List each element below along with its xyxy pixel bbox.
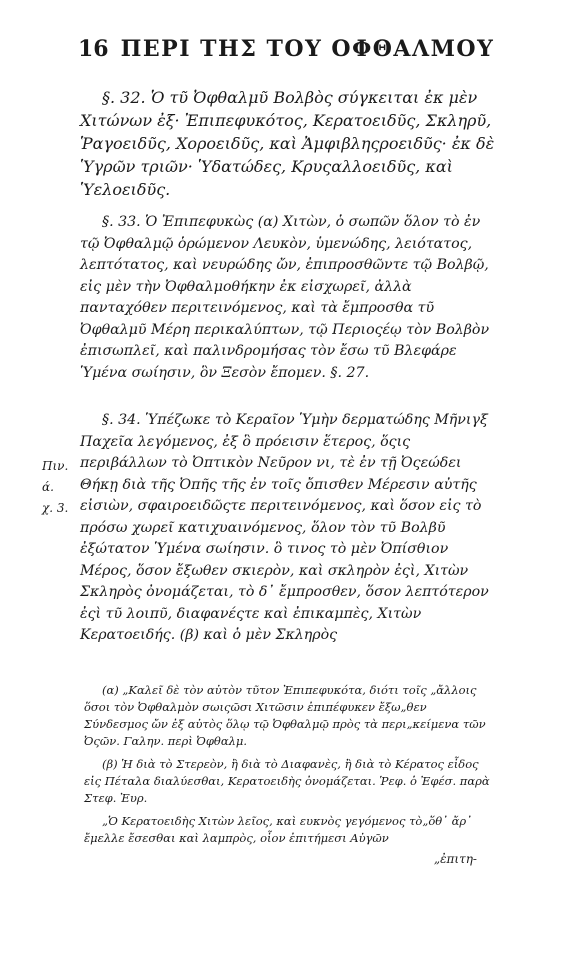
section-32-text: §. 32. Ὁ τῦ Ὀφθαλμῦ Βολβὸς σύγκειται ἐκ μὲν Χιτώνων ἐξ· Ἐπιπεφυκότος, Κερατοειδῦς, Σκληρῦ, Ῥαγοειδῦς, Χοροειδῦς, καὶ Ἀμφιβληςροειδῦς· ἐκ δὲ Ὑγρῶν τριῶν· Ὑδατώδες, Κρυςαλλοειδῦς, καὶ Ὑελοειδῦς. (80, 88, 495, 199)
margin-note (42, 456, 78, 519)
section-34-text: §. 34. Ὑπέζωκε τὸ Κεραῖον Ὑμὴν δερματώδης Μῆνιγξ Παχεῖα λεγόμενος, ἐξ ὃ πρόεισιν ἕτερος, ὅςις περιβάλλων τὸ Ὀπτικὸν Νεῦρον νι, τὲ ἐν τῇ Ὀςεώδει Θήκῃ διὰ τῆς Ὀπῆς τῆς ἐν τοῖς ὄπισθεν Μέρεσιν αὐτῆς εἰσιὼν, σφαιροειδῶςτε περιτεινόμενος, καὶ ὅσον εἰς τὸ πρόσω χωρεῖ κατιχυαινόμενος, ὅλον τὸν τῦ Βολβῦ ἐξώτατον Ὑμένα σωίησιν. ὃ τινος τὸ μὲν Ὀπίσθιον Μέρος, ὅσον ἔξωθεν σκιερὸν, καὶ σκληρὸν ἐςὶ, Χιτὼν Σκληρὸς ὀνομάζεται, τὸ δ᾽ ἔμπροσθεν, ὅσον λεπτότερον ἐςὶ τῦ λοιπῦ, διαφανέςτε καὶ ἐπικαμπὲς, Χιτὼν Κερατοειδής. (β) καὶ ὁ μὲν Σκληρὸς (80, 412, 489, 643)
footnotes (84, 682, 494, 853)
margin-note-line-2: χ. 3. (42, 501, 69, 515)
section-33-text: §. 33. Ὁ Ἐπιπεφυκὼς (α) Χιτὼν, ὁ σωπῶν ὅλον τὸ ἐν τῷ Ὀφθαλμῷ ὁρώμενον Λευκὸν, ὑμενώδης, λειότατος, λεπτότατος, καὶ νευρώδης ὤν, ἐπιπροσθῶντε τῷ Βολβῷ, εἰς μὲν τὴν Ὀφθαλμοθήκην ἐκ εἰσχωρεῖ, ἀλλὰ πανταχόθεν περιτεινόμενος, καὶ τὰ ἔμπροσθα τῦ Ὀφθαλμῦ Μέρη περικαλύπτων, τῷ Περιοςέῳ τὸν Βολβὸν ἐπισωπλεῖ, καὶ παλινδρομήσας τὸν ἔσω τῦ Βλεφάρε Ὑμένα σωίησιν, ὃν Ξεσὸν ἔπομεν. §. 27. (80, 214, 490, 381)
footnote-b: (β) Ἡ διὰ τὸ Στερεὸν, ἢ διὰ τὸ Διαφανὲς, ἢ διὰ τὸ Κέρατος εἶδος εἰς Πέταλα διαλύεσθαι, Κερατοειδὴς ὀνομάζεται. Ῥεφ. ὁ Ἐφέσ. παρὰ Στεφ. Ἐυρ. (84, 757, 490, 805)
section-32 (80, 86, 495, 201)
running-title: ΠΕΡΙ ΤΗΣ ΤΟΥ ΟΦΘΑΛΜΟΥ (120, 36, 495, 62)
page-number: 16 (78, 36, 109, 62)
margin-note-line-1: Πιν. ά. (42, 459, 69, 494)
catchword: „ἐπιτη- (433, 852, 477, 866)
section-34 (80, 410, 495, 647)
section-33 (80, 212, 495, 384)
footnote-a: (α) „Καλεῖ δὲ τὸν αὐτὸν τῦτον Ἐπιπεφυκότα, διότι τοῖς „ἄλλοις ὅσοι τὸν Ὀφθαλμὸν σωιςῶσι Χιτῶσιν ἐπιπέφυκεν ἔξω„θεν Σύνδεσμος ὤν ἐξ αὐτὸς ὅλῳ τῷ Ὀφθαλμῷ πρὸς τὰ περι„κείμενα τῶν Ὀςῶν. Γαλην. περὶ Ὀφθαλμ. (84, 683, 486, 748)
page-header (78, 36, 498, 70)
footnote-b-continued: „Ὁ Κερατοειδὴς Χιτὼν λεῖος, καὶ ευκνὸς γεγόμενος τὸ„ὅθ᾽ ἄρ᾽ ἔμελλε ἔσεσθαι καὶ λαμπρὸς, οἷον ἐπιτήμεσι Αὐγῶν (84, 814, 472, 845)
